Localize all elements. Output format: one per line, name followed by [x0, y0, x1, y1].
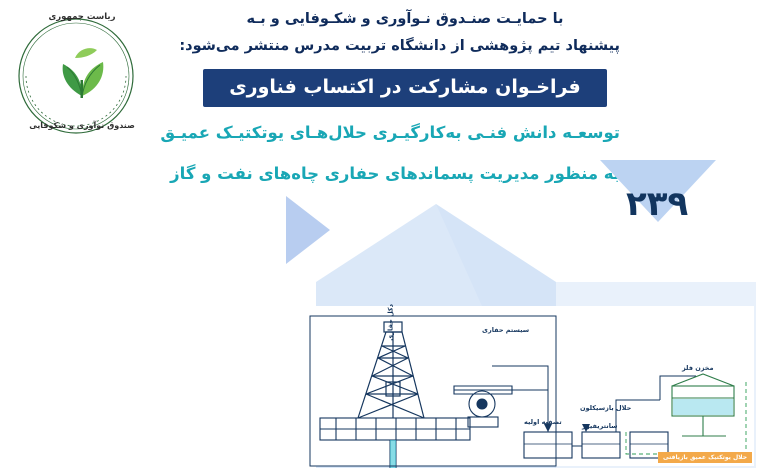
- logo-bottom-text: صندوق نوآوری و شکوفایی: [29, 121, 135, 130]
- intro-line-2: پیشنهاد تیم پژوهشی از دانشگاه تربیت مدرس منتشر می‌شود:: [179, 37, 620, 54]
- header-block: [160, 6, 620, 188]
- call-banner: فراخـوان مشارکت در اکتساب فناوری: [203, 69, 606, 107]
- poster-number: ۲۳۹: [626, 184, 689, 224]
- subtitle-line-1: توسعـه دانش فنـی به‌کارگیـری حلال‌هـای یوتکتیـک عمیـق: [160, 122, 620, 142]
- intro-line-1: با حمایـت صنـدوق نـوآوری و شکـوفایی و بـه: [246, 11, 564, 27]
- process-illustration: [286, 186, 770, 470]
- storage-tank-label: مخزن فلز: [682, 364, 714, 372]
- leaf-logo-icon: [45, 40, 119, 100]
- organization-logo: [18, 6, 146, 134]
- drilling-system-label: سیستم حفاری: [482, 326, 530, 334]
- final-product-badge: حلال یوتکتیک عمیق بازیافتی: [658, 452, 752, 463]
- primary-separation-label: تصفیه اولیه: [524, 418, 562, 426]
- drilling-rig-label: دکل حفاری: [386, 304, 395, 341]
- recycled-solvent-label: حلال بازسیکلون: [580, 404, 632, 412]
- logo-top-text: ریاست جمهوری: [48, 12, 116, 22]
- centrifuge-label: سانتریفیوژ: [582, 422, 618, 430]
- subtitle-line-2: به منظور مدیریت پسماندهای حفاری چاه‌های نفت و گاز: [170, 163, 620, 183]
